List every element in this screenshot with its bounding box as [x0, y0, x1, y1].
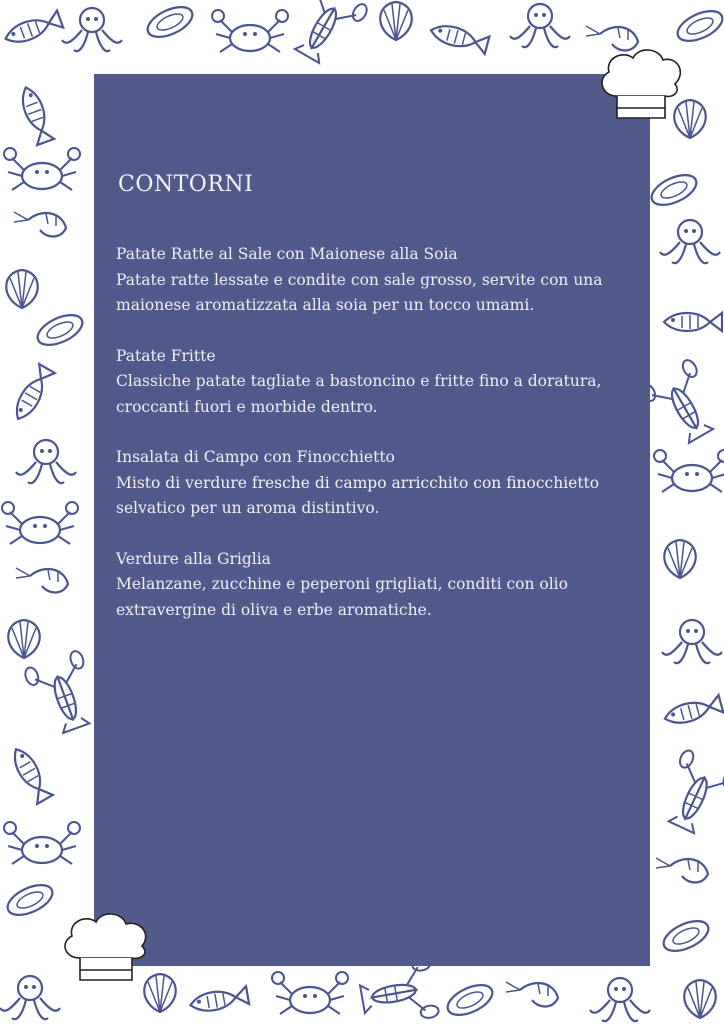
menu-item: [116, 445, 636, 522]
menu-item-description: Melanzane, zucchine e peperoni grigliati, conditi con olio extravergine di oliva e erbe aromatiche.: [116, 575, 568, 619]
menu-items: [116, 242, 636, 648]
menu-item: [116, 242, 636, 319]
menu-item-name: Patate Ratte al Sale con Maionese alla Soia: [116, 245, 458, 263]
menu-title: CONTORNI: [118, 172, 254, 197]
menu-card: [94, 74, 650, 966]
menu-item-name: Patate Fritte: [116, 346, 216, 365]
menu-item: [116, 547, 636, 624]
chef-hat-icon: [593, 44, 687, 126]
menu-item: [116, 344, 636, 421]
menu-item-description: Patate ratte lessate e condite con sale grosso, servite con una maionese aromatizzata alla soia per un tocco umami.: [116, 270, 603, 314]
menu-item-name: Insalata di Campo con Finocchietto: [116, 448, 395, 466]
menu-item-description: Classiche patate tagliate a bastoncino e fritte fino a doratura, croccanti fuori e morbide dentro.: [116, 372, 602, 416]
chef-hat-icon: [58, 912, 154, 990]
menu-item-name: Verdure alla Griglia: [116, 549, 271, 568]
menu-item-description: Misto di verdure fresche di campo arricchito con finocchietto selvatico per un aroma distintivo.: [116, 473, 600, 517]
